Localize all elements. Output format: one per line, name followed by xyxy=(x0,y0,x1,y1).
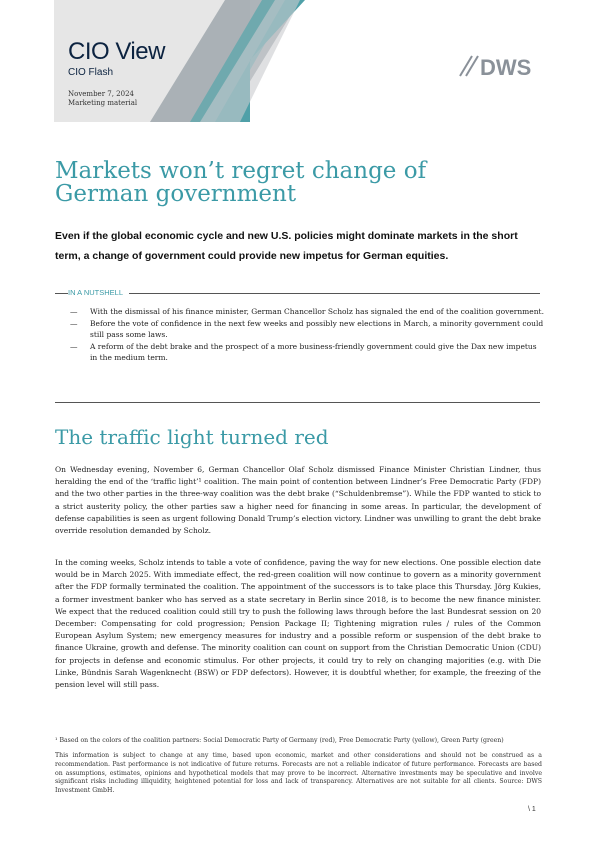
footnote: ¹ Based on the colors of the coalition partners: Social Democratic Party of Germany (red), Free Democratic Party (yellow), Green Party (green) xyxy=(55,737,504,744)
headline: Markets won’t regret change of German government xyxy=(55,158,427,207)
publication-date: November 7, 2024 xyxy=(68,90,134,98)
disclaimer: This information is subject to change at any time, based upon economic, market and other considerations and should not be construed as a recommendation. Past performance is not indicative of future returns. Forecasts are not a reliable indicator of future performance. Forecasts are based on assumptions, estimates, opinions and hypothetical models that may prove to be incorrect. Alternative investments may be speculative and involve significant risks including illiquidity, heightened potential for loss and lack of transparency. Alternatives are not suitable for all clients. Source: DWS Investment GmbH. xyxy=(55,752,542,795)
list-item: — With the dismissal of his finance minister, German Chancellor Scholz has signaled the end of the coalition government. xyxy=(70,307,544,316)
dws-logo-mark xyxy=(458,52,546,80)
lead-paragraph: Even if the global economic cycle and new U.S. policies might dominate markets in the short term, a change of government could provide new impetus for German equities. xyxy=(55,230,518,262)
nutshell-bottom-rule xyxy=(55,402,540,403)
dash-bullet: — xyxy=(70,307,78,316)
report-title: CIO View xyxy=(68,38,165,65)
section-title: The traffic light turned red xyxy=(55,425,329,449)
svg-text:DWS: DWS xyxy=(480,55,532,80)
marketing-label: Marketing material xyxy=(68,99,138,107)
body-paragraph: In the coming weeks, Scholz intends to table a vote of confidence, paving the way for new elections. One possible election date would be in March 2025. With immediate effect, the red-green coalition will now continue to govern as a minority government after the FDP formally terminated the coalition. The appointment of the successors is to take place this Thursday. Jörg Kukies, a former investment banker who has served as a state secretary in Berlin since 2018, is to become the new finance minister. We expect that the reduced coalition could still try to push the following laws through before the last Bundesrat session on 20 December: Compensating for cold progression; Pension Package II; Tightening migration rules / rules of the Common European Asylum System; new emergency measures for industry and a possible reform or suspension of the debt brake to finance Ukraine, growth and defense. The minority coalition can count on support from the Christian Democratic Union (CDU) for projects in defense and economic stimulus. For other projects, it could try to rely on changing majorities (e.g. with Die Linke, Bündnis Sarah Wagenknecht (BSW) or FDP defectors). However, it is doubtful whether, for example, the freezing of the pension level will still pass. xyxy=(55,558,541,690)
page-number: \ 1 xyxy=(528,806,536,813)
dws-logo xyxy=(458,52,546,80)
list-item: — A reform of the debt brake and the prospect of a more business-friendly government could give the Dax new impetus in the medium term. xyxy=(70,341,537,362)
nutshell-list xyxy=(70,306,545,364)
nutshell-label: IN A NUTSHELL xyxy=(68,288,129,297)
dash-bullet: — xyxy=(70,341,78,351)
list-item: — Before the vote of confidence in the next few weeks and possibly new elections in March, a minority government could still pass some laws. xyxy=(70,318,544,339)
dash-bullet: — xyxy=(70,318,78,328)
body-paragraph: On Wednesday evening, November 6, German Chancellor Olaf Scholz dismissed Finance Minister Christian Lindner, thus heralding the end of the ‘traffic light’¹ coalition. The main point of contention between Lindner’s Free Democratic Party (FDP) and the two other parties in the three-way coalition was the debt brake (“Schuldenbremse”). While the FDP wanted to stick to a strict austerity policy, the other parties saw a higher need for financing in some areas. In particular, the development of defense capabilities is seen as urgent following Donald Trump’s election victory. Lindner was unwilling to grant the debt brake override resolution demanded by Scholz. xyxy=(55,465,541,536)
report-subtitle: CIO Flash xyxy=(68,67,114,78)
